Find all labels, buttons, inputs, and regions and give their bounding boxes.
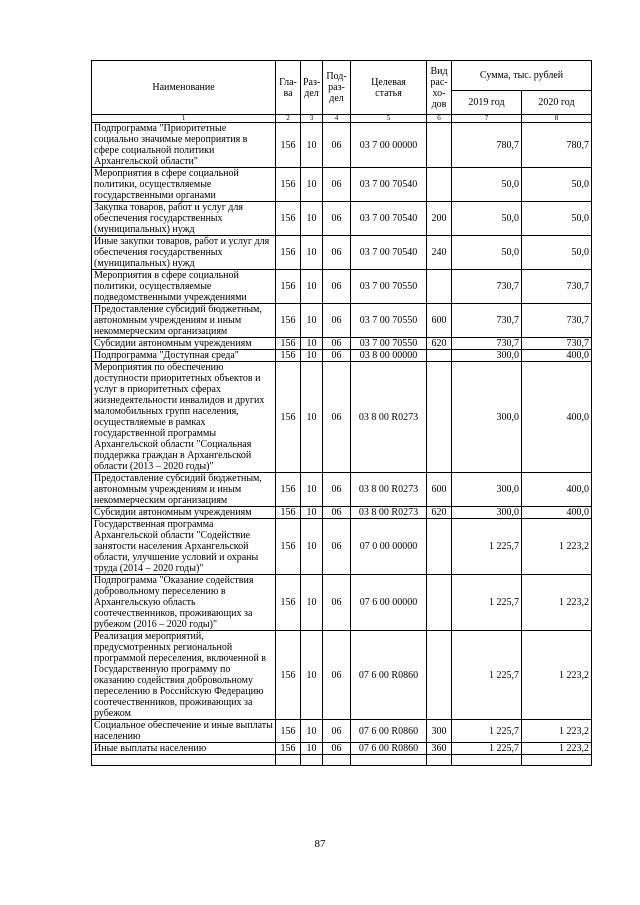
row-name: Субсидии автономным учреждениям [92,338,276,350]
table-row [92,720,592,743]
row-vid: 600 [427,304,452,338]
row-sum-2020: 400,0 [522,362,592,473]
row-sum-2020: 400,0 [522,507,592,519]
empty-cell [276,755,301,766]
row-podrazdel: 06 [323,202,351,236]
table-row [92,270,592,304]
row-name: Подпрограмма "Оказание содействия добровольному переселению в Архангельскую область соотечественников, проживающих за рубежом (2016 – 2020 годы)" [92,575,276,631]
col-number: 6 [427,115,452,123]
row-sum-2019: 730,7 [452,270,522,304]
row-razdel: 10 [301,519,323,575]
row-name: Реализация мероприятий, предусмотренных региональной программой переселения, включенной в Государственную программу по оказанию содействия добровольному переселению в Российскую Федерацию соотечественников, проживающих за рубежом [92,631,276,720]
table-row [92,202,592,236]
row-name: Иные закупки товаров, работ и услуг для обеспечения государственных (муниципальных) нужд [92,236,276,270]
table-row [92,631,592,720]
row-vid: 300 [427,720,452,743]
row-sum-2019: 300,0 [452,362,522,473]
row-razdel: 10 [301,362,323,473]
table-row [92,338,592,350]
row-target: 03 7 00 70550 [351,304,427,338]
header-name: Наименование [92,61,276,115]
row-name: Мероприятия в сфере социальной политики, осуществляемые подведомственными учреждениями [92,270,276,304]
header-glava: Гла- ва [276,61,301,115]
row-target: 03 7 00 70540 [351,236,427,270]
budget-table [91,60,592,766]
row-target: 07 6 00 R0860 [351,720,427,743]
row-glava: 156 [276,519,301,575]
row-vid [427,168,452,202]
row-vid: 200 [427,202,452,236]
row-target: 07 6 00 R0860 [351,743,427,755]
row-razdel: 10 [301,743,323,755]
row-sum-2019: 1 225,7 [452,743,522,755]
row-podrazdel: 06 [323,575,351,631]
row-target: 03 8 00 R0273 [351,362,427,473]
col-number: 2 [276,115,301,123]
row-podrazdel: 06 [323,338,351,350]
row-sum-2019: 50,0 [452,236,522,270]
row-glava: 156 [276,473,301,507]
row-name: Государственная программа Архангельской области "Содействие занятости населения Архангельской области, улучшение условий и охраны труда (2014 – 2020 годы)" [92,519,276,575]
row-sum-2019: 300,0 [452,473,522,507]
page-number: 87 [314,838,326,850]
col-number: 4 [323,115,351,123]
header-target: Целевая статья [351,61,427,115]
header-2019: 2019 год [452,91,522,115]
row-name: Социальное обеспечение и иные выплаты населению [92,720,276,743]
row-podrazdel: 06 [323,168,351,202]
table-row [92,473,592,507]
row-razdel: 10 [301,575,323,631]
header-vid: Вид рас- хо- дов [427,61,452,115]
row-sum-2020: 400,0 [522,350,592,362]
row-podrazdel: 06 [323,519,351,575]
row-target: 03 7 00 70540 [351,202,427,236]
row-glava: 156 [276,720,301,743]
row-podrazdel: 06 [323,123,351,168]
row-podrazdel: 06 [323,720,351,743]
row-podrazdel: 06 [323,362,351,473]
row-podrazdel: 06 [323,350,351,362]
row-target: 03 8 00 R0273 [351,473,427,507]
table-row [92,743,592,755]
row-sum-2020: 50,0 [522,202,592,236]
row-vid: 240 [427,236,452,270]
empty-row [92,755,592,766]
row-podrazdel: 06 [323,473,351,507]
row-razdel: 10 [301,473,323,507]
row-sum-2019: 300,0 [452,350,522,362]
table-row [92,123,592,168]
row-vid [427,270,452,304]
col-number: 5 [351,115,427,123]
row-podrazdel: 06 [323,270,351,304]
row-sum-2019: 780,7 [452,123,522,168]
row-target: 03 7 00 70540 [351,168,427,202]
row-sum-2019: 50,0 [452,202,522,236]
header-sum: Сумма, тыс. рублей [452,61,592,91]
row-vid: 620 [427,507,452,519]
col-number: 8 [522,115,592,123]
empty-cell [427,755,452,766]
row-sum-2020: 50,0 [522,236,592,270]
row-razdel: 10 [301,168,323,202]
row-vid [427,350,452,362]
row-glava: 156 [276,631,301,720]
row-glava: 156 [276,350,301,362]
row-podrazdel: 06 [323,236,351,270]
row-sum-2020: 780,7 [522,123,592,168]
row-glava: 156 [276,168,301,202]
row-glava: 156 [276,338,301,350]
row-glava: 156 [276,202,301,236]
row-sum-2019: 1 225,7 [452,575,522,631]
row-target: 07 0 00 00000 [351,519,427,575]
row-glava: 156 [276,507,301,519]
row-razdel: 10 [301,202,323,236]
col-number: 3 [301,115,323,123]
row-razdel: 10 [301,338,323,350]
row-sum-2020: 1 223,2 [522,631,592,720]
table-row [92,507,592,519]
table-row [92,304,592,338]
row-glava: 156 [276,575,301,631]
table-row [92,350,592,362]
empty-cell [452,755,522,766]
row-razdel: 10 [301,236,323,270]
empty-cell [323,755,351,766]
row-sum-2020: 1 223,2 [522,519,592,575]
row-name: Мероприятия в сфере социальной политики, осуществляемые государственными органами [92,168,276,202]
row-target: 07 6 00 00000 [351,575,427,631]
row-name: Закупка товаров, работ и услуг для обеспечения государственных (муниципальных) нужд [92,202,276,236]
row-name: Предоставление субсидий бюджетным, автономным учреждениям и иным некоммерческим организациям [92,304,276,338]
col-number: 1 [92,115,276,123]
row-sum-2020: 1 223,2 [522,743,592,755]
row-sum-2019: 1 225,7 [452,631,522,720]
row-target: 03 8 00 00000 [351,350,427,362]
row-vid: 360 [427,743,452,755]
row-name: Иные выплаты населению [92,743,276,755]
table-row [92,168,592,202]
empty-cell [301,755,323,766]
row-name: Мероприятия по обеспечению доступности приоритетных объектов и услуг в приоритетных сферах жизнедеятельности инвалидов и других маломобильных групп населения, осуществляемые в рамках государственной программы Архангельской области "Социальная поддержка граждан в Архангельской области (2013 – 2020 годы)" [92,362,276,473]
row-glava: 156 [276,743,301,755]
table-row [92,236,592,270]
row-sum-2020: 730,7 [522,270,592,304]
row-podrazdel: 06 [323,631,351,720]
row-sum-2019: 730,7 [452,338,522,350]
row-sum-2019: 1 225,7 [452,720,522,743]
row-sum-2019: 730,7 [452,304,522,338]
row-name: Подпрограмма "Приоритетные социально значимые мероприятия в сфере социальной политики Архангельской области" [92,123,276,168]
row-glava: 156 [276,362,301,473]
row-razdel: 10 [301,270,323,304]
row-sum-2020: 400,0 [522,473,592,507]
row-target: 03 7 00 70550 [351,338,427,350]
row-sum-2020: 50,0 [522,168,592,202]
row-podrazdel: 06 [323,743,351,755]
row-sum-2019: 50,0 [452,168,522,202]
row-sum-2020: 1 223,2 [522,720,592,743]
row-sum-2020: 730,7 [522,304,592,338]
row-glava: 156 [276,123,301,168]
row-razdel: 10 [301,720,323,743]
col-number: 7 [452,115,522,123]
header-podrazdel: Под- раз- дел [323,61,351,115]
row-target: 03 8 00 R0273 [351,507,427,519]
row-podrazdel: 06 [323,304,351,338]
empty-cell [351,755,427,766]
row-vid [427,362,452,473]
table-row [92,362,592,473]
column-numbers-row [92,115,592,123]
row-razdel: 10 [301,304,323,338]
header-2020: 2020 год [522,91,592,115]
row-razdel: 10 [301,631,323,720]
row-name: Субсидии автономным учреждениям [92,507,276,519]
row-vid [427,123,452,168]
row-name: Подпрограмма "Доступная среда" [92,350,276,362]
row-target: 03 7 00 70550 [351,270,427,304]
row-glava: 156 [276,236,301,270]
row-razdel: 10 [301,123,323,168]
row-vid: 620 [427,338,452,350]
row-sum-2019: 1 225,7 [452,519,522,575]
row-sum-2019: 300,0 [452,507,522,519]
row-vid [427,519,452,575]
row-vid [427,575,452,631]
header-razdel: Раз- дел [301,61,323,115]
row-podrazdel: 06 [323,507,351,519]
row-name: Предоставление субсидий бюджетным, автономным учреждениям и иным некоммерческим организациям [92,473,276,507]
table-row [92,519,592,575]
empty-cell [92,755,276,766]
row-sum-2020: 730,7 [522,338,592,350]
empty-cell [522,755,592,766]
row-razdel: 10 [301,350,323,362]
row-razdel: 10 [301,507,323,519]
row-target: 07 6 00 R0860 [351,631,427,720]
row-vid: 600 [427,473,452,507]
table-row [92,575,592,631]
row-glava: 156 [276,304,301,338]
row-glava: 156 [276,270,301,304]
row-sum-2020: 1 223,2 [522,575,592,631]
row-vid [427,631,452,720]
row-target: 03 7 00 00000 [351,123,427,168]
